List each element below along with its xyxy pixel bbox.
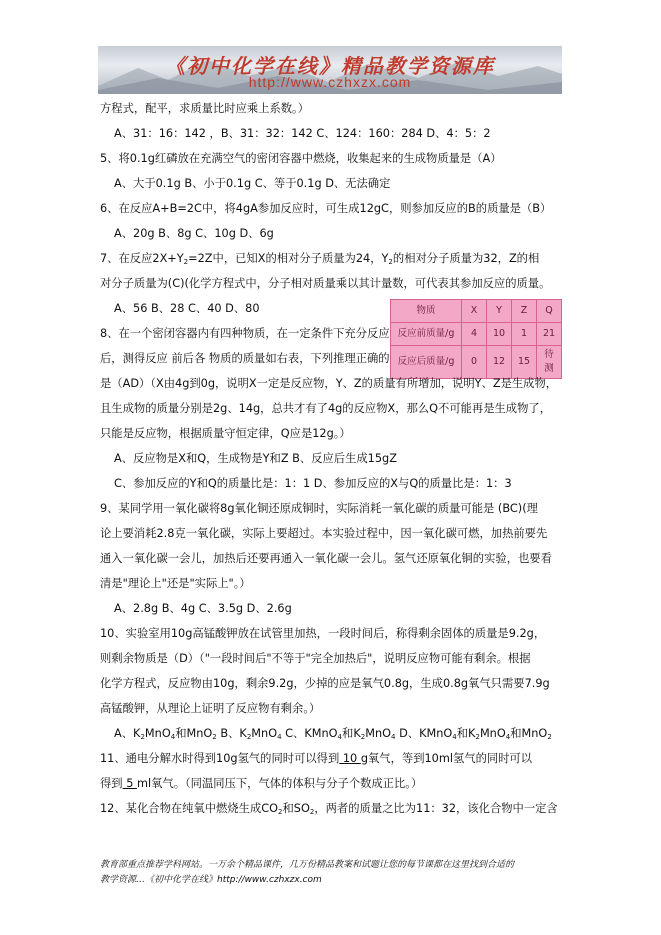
- text-fragment: 和K: [342, 727, 361, 740]
- subscript: 2: [388, 258, 393, 266]
- answer-blank: 10: [339, 752, 361, 765]
- text-line: 论上要消耗2.8克一氧化碳，实际上要超过。本实验过程中，因一氧化碳可燃，加热前要先: [100, 527, 548, 540]
- subscript: 2: [246, 733, 252, 741]
- text-fragment: 7、在反应2X+Y: [100, 252, 184, 265]
- table-header-cell: X: [462, 300, 487, 323]
- subscript: 2: [309, 808, 315, 816]
- text-fragment: C、KMnO: [281, 727, 338, 740]
- answer-options: A、大于0.1g B、小于0.1g C、等于0.1g D、无法确定: [114, 177, 391, 190]
- mass-table: [390, 299, 562, 379]
- question-11: [100, 746, 562, 771]
- text-line: 且生成物的质量分别是2g、14g，总共才有了4g的反应物X，那么Q不可能再是生成物了，: [100, 402, 551, 415]
- document-body: [100, 96, 562, 821]
- answer-options: A、反应物是X和Q，生成物是Y和Z B、反应后生成15gZ: [114, 452, 397, 465]
- table-cell: 15: [512, 346, 537, 379]
- question-10: 10、实验室用10g高锰酸钾放在试管里加热，一段时间后，称得剩余固体的质量是9.2g，: [100, 627, 546, 640]
- table-cell: 12: [487, 346, 512, 379]
- table-cell: 反应后质量/g: [391, 346, 462, 379]
- table-header-row: [391, 300, 562, 323]
- answer-blank: 5: [122, 777, 137, 790]
- text-fragment: 12、某化合物在纯氧中燃烧生成CO: [100, 802, 279, 815]
- table-row: [391, 323, 562, 346]
- question-6: 6、在反应A+B=2C中，将4gA参加反应时，可生成12gC，则参加反应的B的质量是（B）: [100, 202, 552, 215]
- table-header-cell: Z: [512, 300, 537, 323]
- table-cell: 0: [462, 346, 487, 379]
- text-fragment: 和MnO: [175, 727, 213, 740]
- table-cell: 1: [512, 323, 537, 346]
- question-8-block: [100, 296, 562, 374]
- table-header-cell: Q: [537, 300, 562, 323]
- subscript: 4: [452, 733, 457, 741]
- table-cell: 21: [537, 323, 562, 346]
- question-12: [100, 796, 562, 821]
- footer-line: 教育部重点推荐学科网站。一万余个精品课件，几万份精品教案和试题让您的每节课都在这里找到合适的: [100, 860, 515, 870]
- footer-line: 教学资源…《初中化学在线》http://www.czhxzx.com: [100, 875, 322, 885]
- answer-options: C、参加反应的Y和Q的质量比是：1：1 D、参加反应的X与Q的质量比是：1：3: [114, 477, 512, 490]
- text-fragment: 的相对分子质量为32，Z的相: [392, 252, 540, 265]
- text-fragment: A、K: [114, 727, 141, 740]
- answer-options: A、20g B、8g C、10g D、6g: [114, 227, 274, 240]
- subscript: 2: [183, 258, 189, 266]
- text-line: 是（AD）（X由4g到0g，说明X一定是反应物，Y、Z的质量有所增加，说明Y、Z是生成物，: [100, 377, 558, 390]
- table-header-cell: Y: [487, 300, 512, 323]
- text-fragment: 和MnO: [510, 727, 548, 740]
- subscript: 2: [360, 733, 366, 741]
- text-line: 化学方程式，反应物由10g，剩余9.2g，少掉的应是氧气0.8g，生成0.8g氧气只需要7.9g: [100, 677, 550, 690]
- text-fragment: B、K: [216, 727, 247, 740]
- text-line: 对分子质量为(C)(化学方程式中，分子相对质量乘以其计量数，可代表其参加反应的质量。: [100, 277, 551, 290]
- subscript: 4: [337, 733, 343, 741]
- banner-url[interactable]: http://www.czhxzx.com: [248, 74, 412, 90]
- subscript: 2: [278, 808, 283, 816]
- subscript: 2: [140, 733, 145, 741]
- text-fragment: D、KMnO: [395, 727, 453, 740]
- question-9: 9、某同学用一氧化碳将8g氧化铜还原成铜时，实际消耗一氧化碳的质量可能是 (BC)(理: [100, 502, 538, 515]
- subscript: 2: [475, 733, 480, 741]
- text-fragment: 得到: [100, 777, 123, 790]
- page-footer: [100, 858, 562, 888]
- text-fragment: MnO: [479, 727, 506, 740]
- subscript: 4: [277, 733, 282, 741]
- text-line: 只能是反应物，根据质量守恒定律，Q应是12g。）: [100, 427, 351, 440]
- answer-options: A、2.8g B、4g C、3.5g D、2.6g: [114, 602, 292, 615]
- subscript: 4: [170, 733, 176, 741]
- text-line: [100, 771, 562, 796]
- answer-options: A、31：16：142 ，B、31：32：142 C、124：160：284 D、4：5：2: [114, 127, 491, 140]
- table-header-cell: 物质: [391, 300, 462, 323]
- answer-options: [100, 721, 562, 746]
- table-cell: 待测: [537, 346, 562, 379]
- text-fragment: g氧气，等到10ml氢气的同时可以: [360, 752, 533, 765]
- banner-title: 《初中化学在线》精品教学资源库: [165, 54, 495, 78]
- text-line: 方程式，配平，求质量比时应乘上系数。）: [100, 102, 309, 115]
- site-banner: [98, 46, 562, 94]
- text-fragment: MnO: [251, 727, 278, 740]
- question-7: [100, 246, 562, 271]
- text-fragment: ml氧气。（同温同压下，气体的体积与分子个数成正比。）: [136, 777, 423, 790]
- text-fragment: 11、通电分解水时得到10g氢气的同时可以得到: [100, 752, 340, 765]
- text-fragment: MnO: [144, 727, 171, 740]
- table-cell: 反应前质量/g: [391, 323, 462, 346]
- text-fragment: MnO: [365, 727, 392, 740]
- question-5: 5、将0.1g红磷放在充满空气的密闭容器中燃烧，收集起来的生成物质量是（A）: [100, 152, 502, 165]
- text-line: 则剩余物质是（D）（"一段时间后"不等于"完全加热后"，说明反应物可能有剩余。根据: [100, 652, 531, 665]
- text-line: 后，测得反应 前后各 物质的质量如右表，下列推理正确的: [100, 352, 390, 365]
- subscript: 2: [547, 733, 552, 741]
- text-fragment: =2Z中，已知X的相对分子质量为24，Y: [188, 252, 389, 265]
- text-line: 通入一氧化碳一会儿，加热后还要再通入一氧化碳一会儿。氢气还原氧化铜的实验，也要看: [100, 552, 552, 565]
- subscript: 4: [391, 733, 396, 741]
- answer-options: A、56 B、28 C、40 D、80: [114, 302, 260, 315]
- question-8: 8、在一个密闭容器内有四种物质，在一定条件下充分反应: [100, 327, 390, 340]
- text-fragment: ，两者的质量之比为11：32，该化合物中一定含: [314, 802, 558, 815]
- subscript: 2: [212, 733, 217, 741]
- text-fragment: 和SO: [282, 802, 310, 815]
- subscript: 4: [505, 733, 511, 741]
- table-cell: 4: [462, 323, 487, 346]
- table-cell: 10: [487, 323, 512, 346]
- text-fragment: 和K: [456, 727, 476, 740]
- text-line: 清是"理论上"还是"实际上"。）: [100, 577, 251, 590]
- text-line: 高锰酸钾，从理论上证明了反应物有剩余。）: [100, 702, 321, 715]
